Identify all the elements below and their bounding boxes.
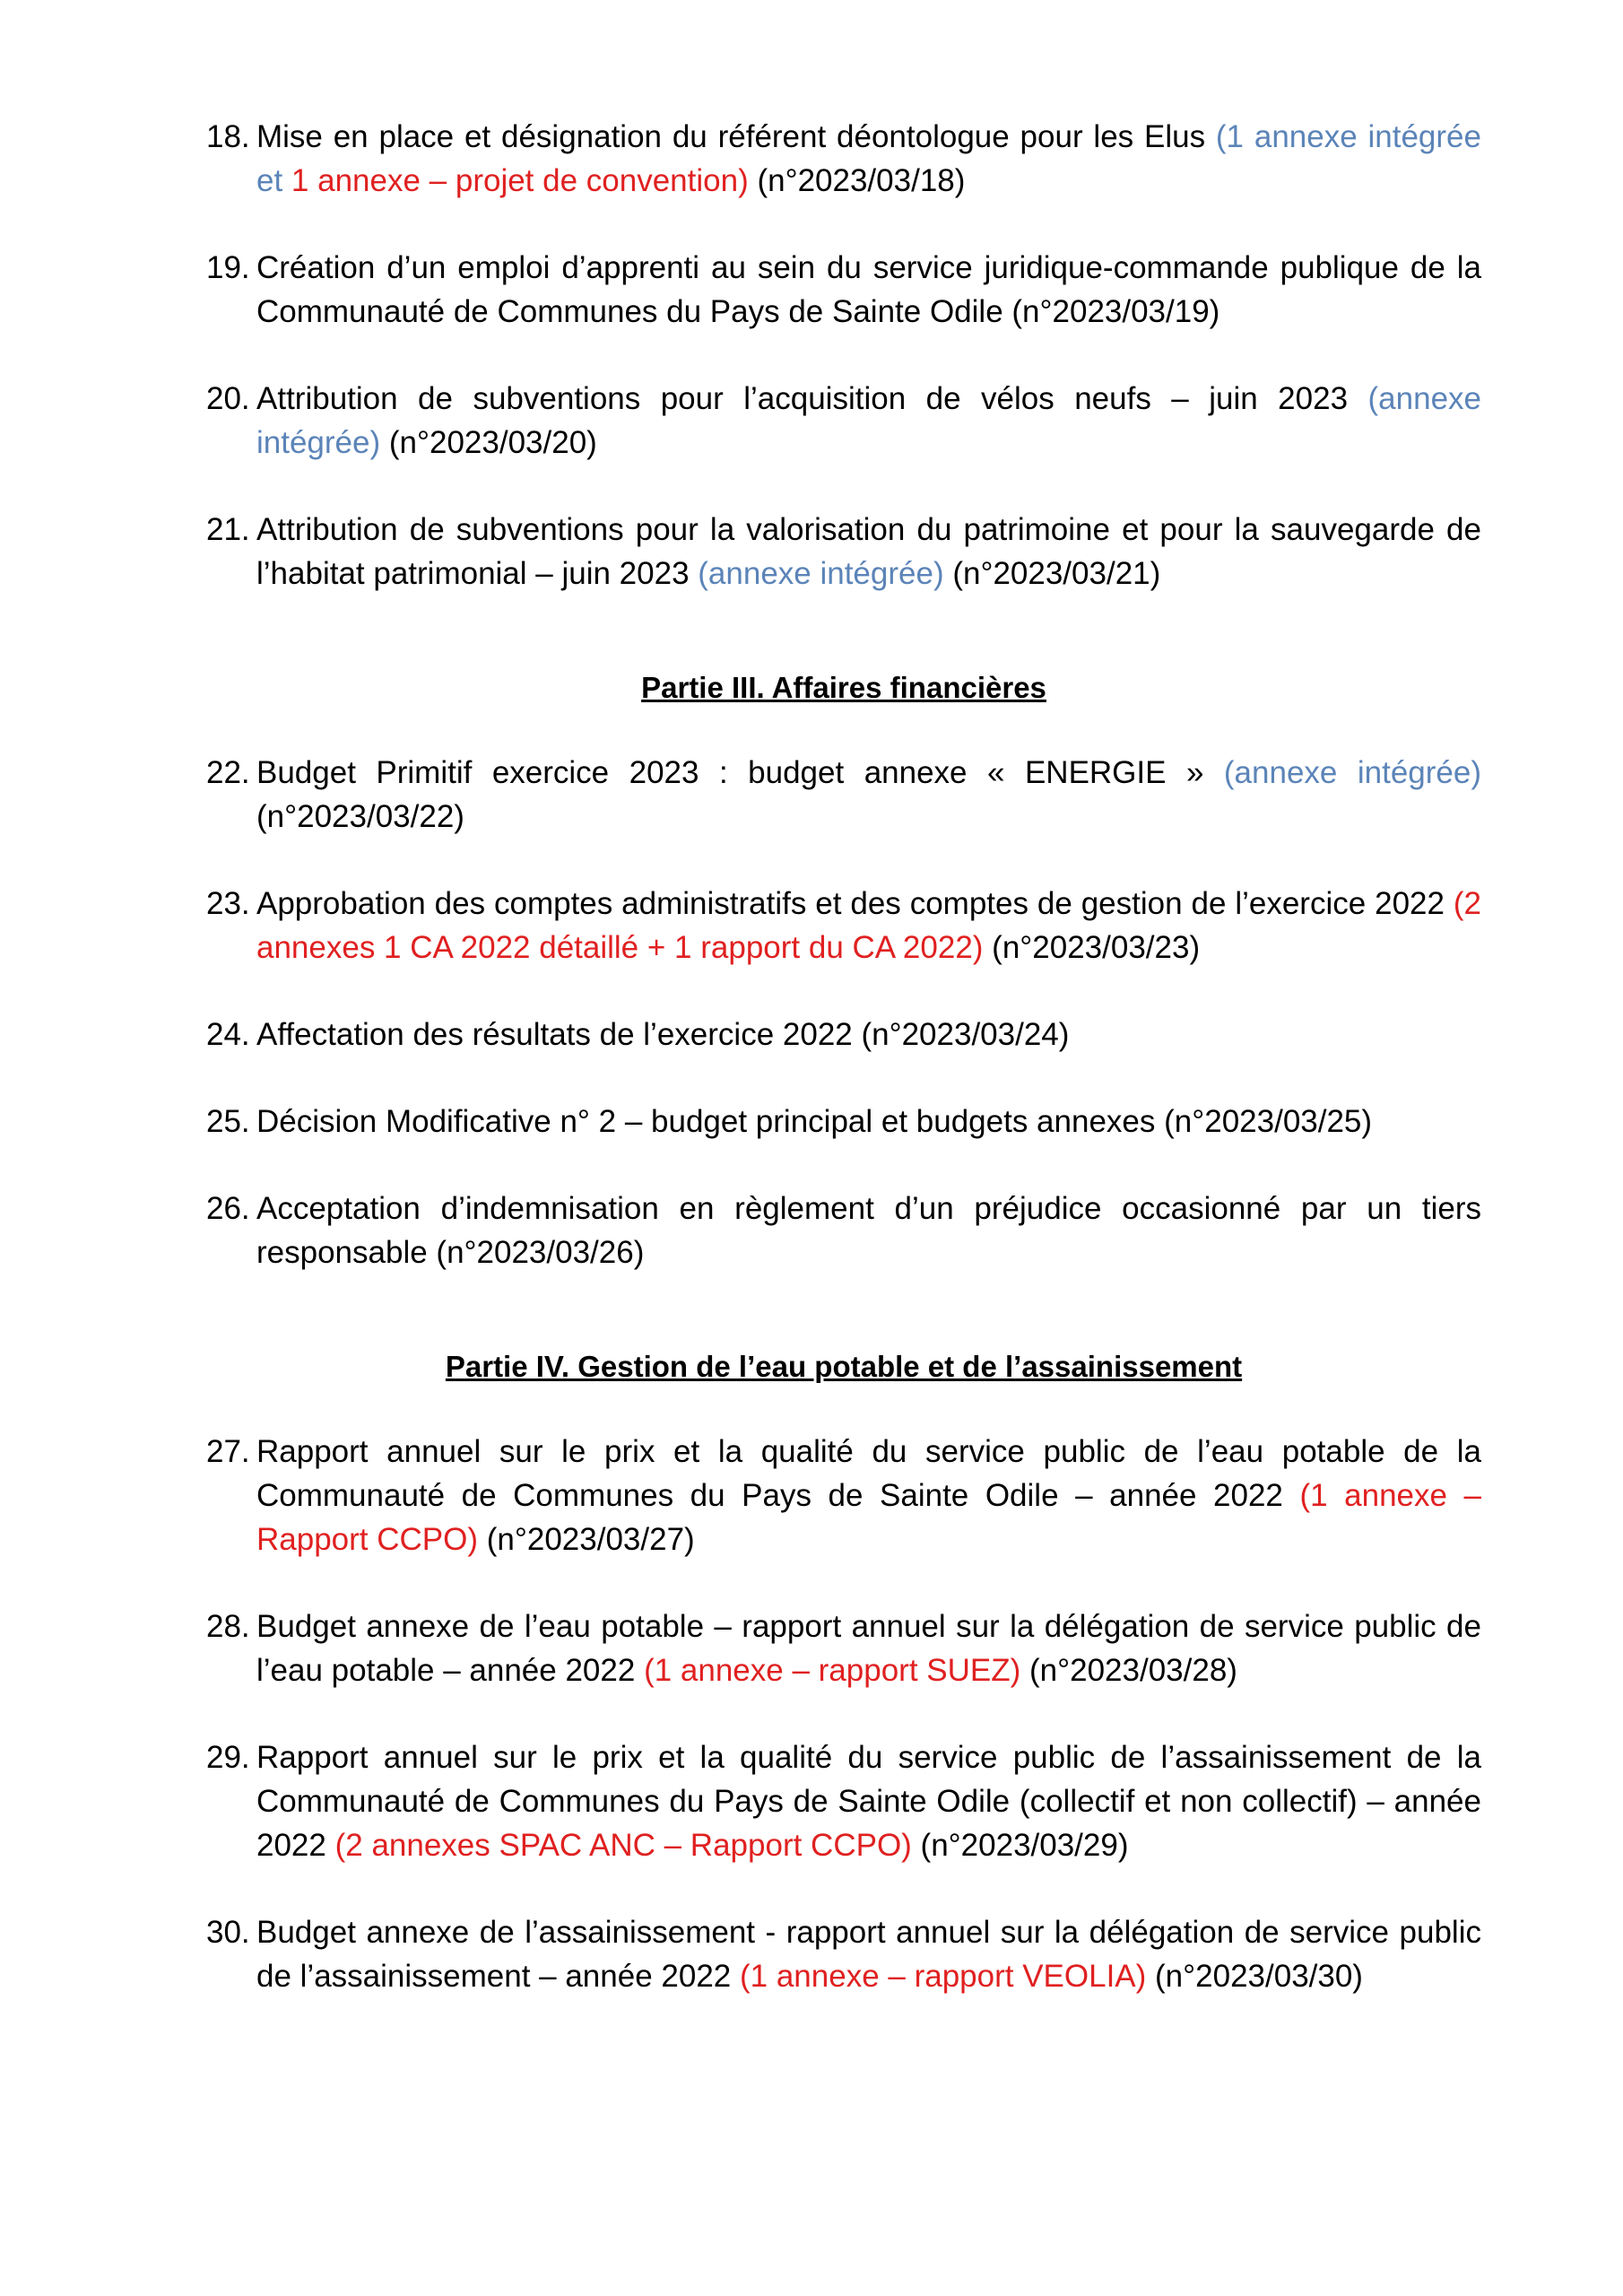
annex-integrated-note: (annexe intégrée) bbox=[256, 381, 1481, 460]
annex-attached-note: (2 annexes 1 CA 2022 détaillé + 1 rapport du CA 2022) bbox=[256, 886, 1481, 965]
annex-integrated-note: (annexe intégrée) bbox=[1223, 755, 1482, 790]
agenda-item bbox=[206, 377, 1481, 465]
agenda-item-segment: Budget annexe de l’eau potable – rapport annuel sur la délégation de service public de l’eau potable – année 2022 bbox=[256, 1609, 1481, 1688]
agenda-item-number: 18. bbox=[206, 119, 250, 154]
agenda-item-number: 22. bbox=[206, 755, 250, 790]
agenda-item-text bbox=[256, 508, 1481, 596]
agenda-item bbox=[206, 115, 1481, 203]
agenda-item-segment: (n°2023/03/28) bbox=[1020, 1653, 1237, 1688]
agenda-item bbox=[206, 751, 1481, 839]
agenda-list-part-4 bbox=[206, 1430, 1481, 1998]
annex-attached-note: (1 annexe – Rapport CCPO) bbox=[256, 1478, 1481, 1557]
agenda-item-text bbox=[256, 377, 1481, 465]
agenda-item bbox=[206, 508, 1481, 596]
agenda-item-text bbox=[256, 1735, 1481, 1867]
agenda-item-text bbox=[256, 115, 1481, 203]
annex-attached-note: (1 annexe – rapport VEOLIA) bbox=[739, 1959, 1147, 1994]
agenda-item-segment: (n°2023/03/18) bbox=[748, 163, 966, 198]
agenda-item-number: 29. bbox=[206, 1740, 250, 1775]
agenda-item-segment: Approbation des comptes administratifs et des comptes de gestion de l’exercice 2022 bbox=[256, 886, 1454, 921]
section-title-part-3: Partie III. Affaires financières bbox=[641, 671, 1046, 704]
agenda-item bbox=[206, 1605, 1481, 1692]
agenda-item-text bbox=[256, 1910, 1481, 1998]
agenda-item-segment: Attribution de subventions pour la valorisation du patrimoine et pour la sauvegarde de l’habitat patrimonial – juin 2023 bbox=[256, 512, 1481, 591]
agenda-item-text bbox=[256, 1605, 1481, 1692]
agenda-item-segment: Budget Primitif exercice 2023 : budget annexe « ENERGIE » bbox=[256, 755, 1224, 790]
agenda-item-number: 27. bbox=[206, 1434, 250, 1469]
agenda-item-segment: Budget annexe de l’assainissement - rapport annuel sur la délégation de service public de l’assainissement – année 2022 bbox=[256, 1915, 1481, 1994]
agenda-item-segment: (n°2023/03/30) bbox=[1146, 1959, 1363, 1994]
agenda-item-segment: Rapport annuel sur le prix et la qualité du service public de l’assainissement de la Communauté de Communes du Pays de Sainte Odile (collectif et non collectif) – année 2022 bbox=[256, 1740, 1481, 1863]
agenda-item-number: 19. bbox=[206, 250, 250, 285]
agenda-item-segment: (n°2023/03/22) bbox=[256, 799, 464, 834]
agenda-list-part-2 bbox=[206, 115, 1481, 596]
agenda-item-text bbox=[256, 751, 1481, 839]
agenda-item-segment: Création d’un emploi d’apprenti au sein du service juridique-commande publique de la Communauté de Communes du Pays de Sainte Odile (n°2023/03/19) bbox=[256, 250, 1481, 329]
agenda-item-text bbox=[256, 246, 1481, 334]
agenda-item-segment: Acceptation d’indemnisation en règlement d’un préjudice occasionné par un tiers responsable (n°2023/03/26) bbox=[256, 1191, 1481, 1270]
agenda-item bbox=[206, 1430, 1481, 1561]
annex-integrated-note: (annexe intégrée) bbox=[698, 556, 944, 591]
document-page bbox=[206, 115, 1481, 2041]
agenda-item bbox=[206, 1100, 1481, 1144]
agenda-item bbox=[206, 246, 1481, 334]
agenda-item-number: 20. bbox=[206, 381, 250, 416]
agenda-item-segment: (n°2023/03/23) bbox=[983, 930, 1201, 965]
annex-attached-note: (2 annexes SPAC ANC – Rapport CCPO) bbox=[334, 1828, 912, 1863]
agenda-item-number: 28. bbox=[206, 1609, 250, 1644]
agenda-item-text bbox=[256, 882, 1481, 970]
agenda-item bbox=[206, 882, 1481, 970]
section-title-part-4: Partie IV. Gestion de l’eau potable et de l’assainissement bbox=[445, 1350, 1243, 1383]
agenda-item-number: 23. bbox=[206, 886, 250, 921]
agenda-item-segment: Affectation des résultats de l’exercice 2022 (n°2023/03/24) bbox=[256, 1017, 1070, 1052]
agenda-item-number: 30. bbox=[206, 1915, 250, 1950]
agenda-item-segment: (n°2023/03/20) bbox=[380, 425, 597, 460]
agenda-item-number: 26. bbox=[206, 1191, 250, 1226]
annex-attached-note: (1 annexe – rapport SUEZ) bbox=[644, 1653, 1021, 1688]
agenda-item bbox=[206, 1735, 1481, 1867]
agenda-item-segment: (n°2023/03/21) bbox=[943, 556, 1161, 591]
agenda-item-number: 21. bbox=[206, 512, 250, 547]
agenda-item-number: 25. bbox=[206, 1104, 250, 1139]
agenda-item bbox=[206, 1187, 1481, 1274]
agenda-item bbox=[206, 1910, 1481, 1998]
agenda-item-segment: Rapport annuel sur le prix et la qualité du service public de l’eau potable de la Communauté de Communes du Pays de Sainte Odile – année 2022 bbox=[256, 1434, 1481, 1513]
agenda-item-text bbox=[256, 1187, 1481, 1274]
agenda-item-segment: Mise en place et désignation du référent déontologue pour les Elus bbox=[256, 119, 1216, 154]
agenda-item-segment: Attribution de subventions pour l’acquisition de vélos neufs – juin 2023 bbox=[256, 381, 1368, 416]
annex-integrated-note: (1 annexe intégrée et bbox=[256, 119, 1481, 198]
annex-attached-note: 1 annexe – projet de convention) bbox=[291, 163, 749, 198]
agenda-list-part-3 bbox=[206, 751, 1481, 1274]
agenda-item-text bbox=[256, 1100, 1481, 1144]
agenda-item-segment: (n°2023/03/27) bbox=[478, 1522, 695, 1557]
agenda-item-text bbox=[256, 1430, 1481, 1561]
agenda-item-text bbox=[256, 1013, 1481, 1057]
agenda-item bbox=[206, 1013, 1481, 1057]
agenda-item-segment: Décision Modificative n° 2 – budget principal et budgets annexes (n°2023/03/25) bbox=[256, 1104, 1373, 1139]
agenda-item-segment: (n°2023/03/29) bbox=[911, 1828, 1129, 1863]
agenda-item-number: 24. bbox=[206, 1017, 250, 1052]
